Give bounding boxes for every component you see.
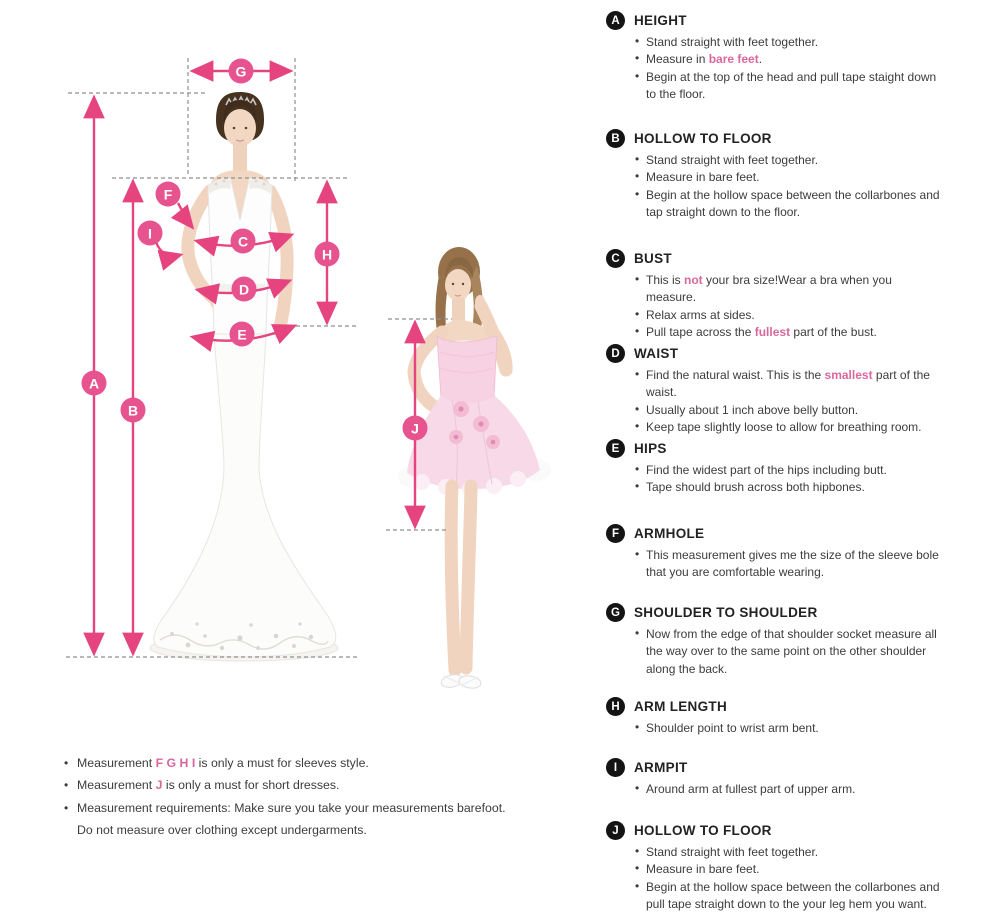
bullet-list	[635, 844, 942, 914]
section-h-arm-length	[606, 697, 942, 737]
bullet-item	[635, 781, 942, 798]
text-run: Pull tape across the	[646, 325, 755, 340]
section-title: ARMHOLE	[634, 526, 705, 541]
text-run: Usually about 1 inch above belly button.	[646, 402, 859, 417]
bullet-item	[635, 367, 942, 402]
section-title: SHOULDER TO SHOULDER	[634, 605, 818, 620]
bullet-item	[635, 152, 942, 169]
measurement-notes	[64, 752, 534, 842]
diagram-marker-j: J	[403, 416, 428, 441]
short-dress-figure	[398, 247, 551, 690]
letter-badge: F	[606, 524, 625, 543]
diagram-marker-b: B	[121, 398, 146, 423]
bullet-item	[635, 720, 942, 737]
text-run: Stand straight with feet together.	[646, 35, 819, 49]
text-run: Measurement	[77, 778, 156, 793]
bullet-item	[635, 861, 942, 878]
section-title: ARM LENGTH	[634, 699, 727, 714]
bullet-item	[635, 547, 942, 582]
highlight-text: J	[155, 778, 163, 793]
section-d-waist	[606, 344, 942, 437]
letter-badge: C	[606, 249, 625, 268]
text-run: This measurement gives me the size of the sleeve bole that you are comfortable wearing.	[646, 548, 939, 580]
section-title: ARMPIT	[634, 760, 688, 775]
bullet-item	[635, 462, 942, 479]
text-run: Keep tape slightly loose to allow for breathing room.	[646, 420, 922, 435]
bullet-item	[635, 626, 942, 678]
text-run: Measure in	[646, 52, 709, 67]
text-run: Relax arms at sides.	[646, 307, 755, 322]
bullet-list	[635, 462, 942, 497]
bullet-item	[635, 324, 942, 341]
bullet-list	[635, 152, 942, 222]
section-heading	[606, 344, 942, 363]
section-heading	[606, 439, 942, 458]
letter-badge: H	[606, 697, 625, 716]
section-title: HEIGHT	[634, 13, 687, 28]
note-item	[64, 774, 534, 796]
diagram-marker-d: D	[232, 277, 257, 302]
bullet-item	[635, 844, 942, 861]
section-j-hollow-to-floor	[606, 821, 942, 914]
notes-list	[64, 752, 534, 842]
section-b-hollow-to-floor	[606, 129, 942, 222]
bullet-item	[635, 34, 942, 51]
section-a-height	[606, 11, 942, 104]
bullet-list	[635, 367, 942, 437]
section-g-shoulder-to-shoulder	[606, 603, 942, 678]
text-run: Find the widest part of the hips including butt.	[646, 463, 887, 477]
bullet-item	[635, 307, 942, 324]
letter-badge: A	[606, 11, 625, 30]
text-run: Measure in bare feet.	[646, 170, 760, 185]
bullet-item	[635, 51, 942, 68]
diagram-marker-e: E	[230, 322, 255, 347]
diagram-marker-a: A	[82, 371, 107, 396]
bullet-item	[635, 169, 942, 186]
bullet-item	[635, 69, 942, 104]
section-c-bust	[606, 249, 942, 342]
section-heading	[606, 821, 942, 840]
bullet-item	[635, 187, 942, 222]
highlight-text: not	[684, 273, 703, 287]
text-run: part of the waist.	[646, 368, 930, 400]
section-heading	[606, 524, 942, 543]
text-run: This is	[646, 273, 685, 287]
text-run: Find the natural waist. This is the	[646, 368, 825, 382]
bullet-item	[635, 879, 942, 914]
section-title: HOLLOW TO FLOOR	[634, 823, 772, 838]
diagram-marker-g: G	[229, 59, 254, 84]
text-run: Shoulder point to wrist arm bent.	[646, 721, 819, 735]
text-run: part of the bust.	[790, 325, 877, 340]
text-run: Begin at the hollow space between the collarbones and pull tape straight down to the your leg hem you want.	[646, 879, 940, 912]
section-heading	[606, 129, 942, 148]
bullet-list	[635, 34, 942, 104]
highlight-text: smallest	[824, 368, 873, 382]
text-run: is only a must for sleeves style.	[195, 756, 369, 770]
text-run: Around arm at fullest part of upper arm.	[646, 782, 856, 796]
text-run: Tape should brush across both hipbones.	[646, 480, 865, 495]
letter-badge: I	[606, 758, 625, 777]
text-run: Measurement	[77, 756, 156, 770]
diagram-marker-h: H	[315, 242, 340, 267]
bride-figure	[150, 92, 338, 661]
text-run: Begin at the hollow space between the collarbones and tap straight down to the floor.	[646, 187, 940, 220]
note-item	[64, 819, 534, 841]
text-run: .	[758, 52, 763, 67]
section-title: BUST	[634, 251, 672, 266]
text-run: Stand straight with feet together.	[646, 153, 819, 167]
bullet-list	[635, 626, 942, 678]
diagram-marker-f: F	[156, 182, 181, 207]
note-item	[64, 752, 534, 774]
highlight-text: bare feet	[708, 52, 759, 67]
section-title: WAIST	[634, 346, 679, 361]
armpit-arrow-i	[156, 242, 180, 256]
bullet-item	[635, 479, 942, 496]
highlight-text: fullest	[754, 325, 791, 340]
bullet-item	[635, 272, 942, 307]
letter-badge: E	[606, 439, 625, 458]
section-f-armhole	[606, 524, 942, 582]
text-run: is only a must for short dresses.	[162, 778, 340, 793]
bullet-list	[635, 720, 942, 737]
text-run: Begin at the top of the head and pull tape staight down to the floor.	[646, 69, 937, 102]
text-run: Measurement requirements: Make sure you take your measurements barefoot.	[77, 800, 506, 815]
text-run: Stand straight with feet together.	[646, 845, 819, 859]
bullet-item	[635, 419, 942, 436]
bullet-list	[635, 781, 942, 798]
letter-badge: G	[606, 603, 625, 622]
text-run: your bra size!Wear a bra when you measure.	[646, 273, 892, 305]
text-run: Now from the edge of that shoulder socket measure all the way over to the same point on the other shoulder along the back.	[646, 627, 937, 676]
section-title: HOLLOW TO FLOOR	[634, 131, 772, 146]
letter-badge: D	[606, 344, 625, 363]
section-e-hips	[606, 439, 942, 497]
diagram-marker-i: I	[138, 221, 163, 246]
section-i-armpit	[606, 758, 942, 798]
section-heading	[606, 249, 942, 268]
letter-badge: J	[606, 821, 625, 840]
bullet-list	[635, 272, 942, 342]
text-run: Do not measure over clothing except undergarments.	[77, 823, 367, 838]
bullet-list	[635, 547, 942, 582]
section-heading	[606, 603, 942, 622]
section-heading	[606, 697, 942, 716]
bullet-item	[635, 402, 942, 419]
section-heading	[606, 758, 942, 777]
section-title: HIPS	[634, 441, 667, 456]
letter-badge: B	[606, 129, 625, 148]
highlight-text: F G H I	[155, 756, 196, 770]
section-heading	[606, 11, 942, 30]
diagram-marker-c: C	[231, 229, 256, 254]
text-run: Measure in bare feet.	[646, 862, 760, 877]
note-item	[64, 797, 534, 819]
